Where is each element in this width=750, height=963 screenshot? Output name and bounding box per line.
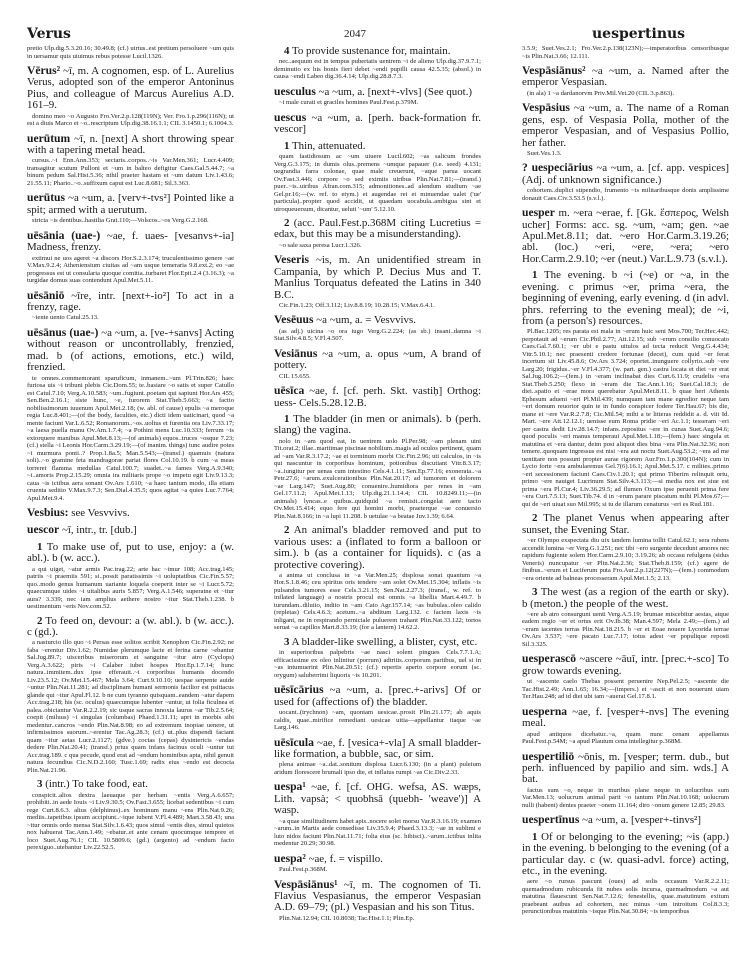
headword: Vespāsiānus² — [522, 64, 586, 77]
dictionary-entry — [522, 513, 729, 582]
headword: Vesēuus — [274, 313, 314, 327]
definition: To provide sustenance for, maintain. — [291, 45, 451, 57]
headword: Vērus² — [27, 64, 61, 77]
entry-heading — [522, 653, 729, 677]
definition: ~is, m. An unidentified stream in Campania, by which P. Decius Mus and T. Manlius Torquatus defeated the Latins in 340 B.C. — [274, 254, 481, 301]
definition: ~a ~um, a. [verv+-tvs²] Pointed like a spit; armed with a uerutum. — [27, 192, 234, 216]
citations: Paul.Fest.p.368M. — [279, 866, 328, 874]
citations: factus sum ~o, neque in muribus plane neque in uolucribus sum Var.Men.13; uolucrum animal parit ~o tantum Plin.Nat.10.168; uolucrum nulli (habent) dentes praeter ~onem 11.164; diro ~onum genere 12.85; 29.83. — [522, 786, 729, 809]
sense-number: 1 — [532, 269, 538, 282]
dictionary-entry — [27, 192, 234, 224]
headword: Veseris — [274, 253, 309, 267]
entry-heading — [522, 814, 729, 826]
sense-definition — [522, 587, 729, 610]
definition: ~ae, f. = vispillo. — [308, 852, 383, 865]
dictionary-entry — [274, 385, 481, 409]
entry-heading — [522, 706, 729, 730]
dictionary-entry — [274, 684, 481, 731]
dictionary-entry — [274, 141, 481, 213]
citations: Plin.Nat.12.94; CIL 10.8038; Tac.Hist.1.1; Plin.Ep. — [279, 914, 415, 922]
dictionary-entry — [274, 525, 481, 632]
sense-definition — [27, 542, 234, 565]
entry-heading — [274, 314, 481, 326]
dictionary-entry — [522, 832, 729, 916]
definition: ~a ~um, a. [next+-vlvs] (See quot.) — [318, 85, 473, 98]
dictionary-entry — [522, 653, 729, 700]
definition: ~ae, f. [vesica+-vla] A small bladder-like formation, a bubble, sac, or sim. — [274, 736, 481, 761]
definition: Of or belonging to the evening; ~is (app.) in the evening. b belonging to the evening (of a particular day. c (w. quasi-advl. force) acting, etc., in the evening. — [522, 830, 729, 877]
sense-definition — [274, 218, 481, 241]
citations: in superioribus palpebris ~ae nasci solent pingues Cels.7.7.1.A; efficacissime ex oleo inlinitur (porrum) adtritis..corporum partibus, uel si in ~as intumuerint Plin.Nat.20.51; (cf.) repertis aperto corpore eorum (sc. orygum) saluberrimi liquoris ~is 10.201. — [274, 649, 481, 679]
headword: Vespāsius — [522, 101, 570, 115]
dictionary-entry — [27, 524, 234, 536]
citations: ~i male curati et graciles homines Paul.Fest.p.379M. — [279, 99, 419, 107]
entry-heading — [522, 207, 729, 265]
sense-definition — [27, 616, 234, 639]
dictionary-entry — [274, 637, 481, 679]
entry-heading — [27, 507, 234, 519]
headword: uespa² — [274, 851, 306, 865]
entry-heading — [274, 254, 481, 301]
citations: ~iente uento Catul.25.13. — [32, 314, 99, 322]
citations: stricta ~is dentibus..hastilia Grat.110;—Volscos..~os Verg.G.2.168. — [32, 217, 209, 225]
definition: see Vesvvivs. — [71, 507, 130, 519]
headword: uescus — [274, 110, 307, 124]
definition: ~ascere ~āuī, intr. [prec.+-sco] To grow towards evening. — [522, 653, 729, 677]
dictionary-entry — [522, 270, 729, 508]
entry-heading — [274, 348, 481, 372]
citations: domino meo ~o Augusto Fro.Ver.2.p.128(119N); Ver. Fro.1.p.296(116N); ut est a diuis Marco et ~o..rescriptum Ulp.dig.38.16.1.1; CIL 3.1450.1; 6.1004.3. — [27, 112, 234, 128]
dictionary-entry — [522, 65, 729, 97]
definition: The bladder (in men or animals). b (perh. slang) the vagina. — [274, 413, 482, 437]
definition: ~ōnis, m. [vesper; term. dub., but perh. influenced by papilio and sim. wds.] A bat. — [522, 750, 729, 786]
dictionary-entry — [274, 86, 481, 107]
sense-definition — [522, 513, 729, 536]
page-number: 2047 — [344, 28, 366, 40]
definition: (acc. Paul.Fest.p.368M citing Lucretius = edax, but this may be a misunderstanding). — [274, 217, 481, 241]
entry-heading — [27, 133, 234, 157]
column-2 — [274, 44, 481, 927]
dictionary-entry — [274, 414, 481, 520]
definition: m. ~era ~erae, f. [Gk. ἕσπερος, Welsh ucher] Forms: acc. sg. ~um, ~am; gen. ~ae Apul.Met.8.11; dat. ~ero Hor.Carm.3.19.26; abl. (loc.) ~eri, ~ere, ~era; ~ero Hor.Carm.2.9.10; ~er (neut.) Var.L.9.73 (s.v.l.). — [522, 207, 729, 265]
headword: uespa¹ — [274, 780, 306, 794]
citations: ~a quae similitudinem habet apis..nocere solet morsu Var.R.3.16.19; examen ~arum..in Martis aede consedisse Liv.35.9.4; Phaed.3.13.3; ~ae in sublimi e luto nidos faciunt Plin.Nat.11.71; folia eius (sc. hibisci)..~arum..ictibus inlita medentur 20.29; 30.98. — [274, 817, 481, 848]
definition: ~ae, f. [cf. perh. Skt. vastiḥ] Orthog: uess- Cels.5.28.12.B. — [274, 385, 481, 409]
citations: plena animae ~a..dat..sonitum displosa Lucr.6.130; (in a plant) puleium aridum florescere brumali ipso die, et inflatus rumpi ~as Cic.Div.2.33. — [274, 761, 481, 776]
column-1 — [27, 44, 234, 857]
entry-heading — [522, 751, 729, 786]
citations: (as adj.) uicina ~o ora iugo Verg.G.2.224; (as sb.) insani..damna ~i Stat.Silv.4.8.5; V.Fl.4.507. — [274, 327, 481, 343]
running-head-left: Verus — [27, 26, 71, 42]
dictionary-sense — [27, 779, 234, 851]
headword: ? uespeciārius — [522, 161, 593, 175]
definition: ~a ~um, a. = Vesvvivs. — [316, 314, 416, 327]
definition: ~ae, f. uaes- [vesanvs+-ia] Madness, frenzy. — [27, 229, 234, 254]
entry-heading — [274, 853, 481, 865]
headword: uesper — [522, 206, 555, 220]
definition: ~īre, intr. [next+-io²] To act in a frenzy, rage. — [27, 289, 234, 313]
citations: ut ~ascente caelo Thebas possent peruenire Nep.Pel.2.5; ~ascente die Tac.Hist.2.49; Ann.1.65; 16.34;—(impers.) et ~ascit et non nouerunt uiam Ter.Hau.248; ad id diei ubi iam ~auerat Gel.17.8.1. — [522, 678, 729, 701]
entry-heading — [274, 737, 481, 761]
citations: nolo in ~am quod eat, in uentrem uolo Pl.Per.98; ~am plenam uini Tit.orat.2; illae..maritimae piscinae nobilium..magis ad oculos pertinent, quam ad ~am Var.R.3.17.2; ~ae et torminum morbi Cic.Fin.2.96; uti calculos, in ~is qui nascuntur in corporibus hominum, potionibus discutiant Vitr.8.3.17; ~a..iungitur per uenas cum intestino Cels.4.1.11; Sen.Ep.77.16; exonerata..~a Petr.27.6; ~arum..exulcerationibus Plin.Nat.20.17; ad tumorem et dolorem ~ae Larg.147; Suet.Aug.80; conuenire..humidiora per renes in ~am Gel.17.11.2; Apul.Met.1.13; Ulp.dig.21.1.14.4; CIL 10.8249.11;—(in animals) lyncas..e quibus..quidquid ~a remisit..congelat aere tacto Ov.Met.15.414; equo fere qui homini morbi, praeterque ~ae conuersio Plin.Nat.8.166; in ~a lupi 11.208. b uetulae ~a beatae Juv.1.39; 6.64. — [274, 437, 481, 520]
dictionary-entry — [274, 112, 481, 136]
dictionary-sense — [27, 542, 234, 611]
sense-number: 1 — [284, 139, 290, 152]
dictionary-entry — [274, 879, 481, 923]
sense-definition — [274, 525, 481, 571]
citations: extimui ne uos ageret ~a discors Hor.S.2.3.174; truculentissimo genere ~ae V.Max.9.2.4; Atheniensium ciuitas ad ~am usque temeraria 9.8.ext.2; eo ~ae progressus est ut consularia quoque comitia..turbaret Flor.Epit.2.4 (3.16.3); ~a turgidae domus suas contendunt Apul.Met.5.11. — [27, 254, 234, 285]
entry-heading — [27, 524, 234, 536]
dictionary-entry — [522, 587, 729, 648]
sense-number: 1 — [284, 413, 290, 425]
entry-heading — [274, 112, 481, 136]
dictionary-entry — [27, 133, 234, 188]
headword: uespertīnus — [522, 813, 580, 827]
citations: cursus..~i Enn.Ann.353; sectaris..corpos..~is Var.Men.361; Lucr.4.409; transagitur scutum Pulloni et ~um in balteo defigitur Caes.Gal.5.44.7; ~a binum pedum Sal.Hist.5.36; nihil praeter hastam et ~um datum Liv.1.43.6; 21.55.11; Phario..~o..suffixum caput est Luc.8.681; Sil.3.363. — [27, 157, 234, 187]
sense-number: 1 — [532, 830, 538, 843]
entry-heading — [522, 65, 729, 89]
citations: cohortem..duplici stipendio, frumento ~is militaribusque donis amplissime donauit Caes.Civ.3.53.5 (s.v.l.). — [522, 187, 729, 202]
headword: Vesbius: — [27, 506, 69, 519]
sense-definition — [274, 637, 481, 648]
definition: ~a ~um, a. [prec.+-arivs] Of or used for (affections of) the bladder. — [274, 684, 481, 708]
headword: uerūtus — [27, 191, 66, 205]
sense-definition — [274, 141, 481, 152]
sense-definition — [27, 779, 234, 790]
citations: ~o sale saxa peresa Lucr.1.326. — [279, 241, 362, 249]
definition: Thin, attenuated. — [291, 139, 366, 152]
citations: a nasturcio illo quo ~i Persas esse solitos scribit Xenophon Cic.Fin.2.92; ne faba ~erentur Div.1.62; Numidae plerumque lacte et ferina carne ~ebantur Sal.Jug.89.7; uisceribus miserorum et sanguine ~itur atro (Cyclops) Verg.A.3.622; piris ~i Calaber iubet hospes Hor.Ep.1.7.14; hunc natura..immitem..dux ipse efferauit..~i corporibus humanis docendo Liv.23.5.12; Ov.Met.15.467; Mela 3.64; Curt.9.10.10; uespae serpente auide ~untur Plin.Nat.11.281; ad disciplinam humani sermonis facilior est psittacus glande qui ~itur Apul.Fl.12. b ne cum tyranno quisquam..eandem ~atur dapem Acc.trag.218; his (sc. oculus) quaecumque lubenter ~untur, ut folia ficulnea et palea..obiciantur Var.R.2.2.19; sic usque sacras innoxia laurus ~ar Tib.2.5.64; coepit (miluus) ~i singulas (columbas) Phaed.1.31.11; apri in morbis sibi medentur..cancros ~endo Plin.Nat.8.98; eo ad extremum inopiae uenere, ut infirmissimos suorum..~erentur Tac.Ag.28.3; (cf.) ut..plus dispendi faciant quam ~itur aetas Lucr.2.1127; (gdve.) coctas (cepas) dysintericis ~endas dedere Plin.Nat.20.41; (transf.) prius quam infans facinus oculi ~untur tui Acc.trag.189. c qua pecude, quod erat ad ~endum hominibus apta, nihil genuit natura fecundius Cic.N.D.2.160; Tusc.1.69; radix eius ~endo est decocta Plin.Nat.21.96. — [27, 639, 234, 774]
headword: uesculus — [274, 84, 316, 98]
sense-number: 1 — [37, 540, 43, 553]
entry-heading — [274, 385, 481, 409]
headword: uēsāniō — [27, 288, 65, 302]
citations: Suet.Ves.1.3. — [527, 149, 562, 157]
entry-heading — [522, 102, 729, 149]
entry-heading — [27, 327, 234, 374]
dictionary-entry — [274, 314, 481, 342]
running-head-right: uespertinus — [592, 26, 686, 42]
dictionary-entry — [274, 737, 481, 777]
headword: uescor — [27, 523, 60, 537]
sense-definition — [522, 270, 729, 327]
citations: pretio Ulp.dig.5.3.20.16; 30.49.8; (cf.) uirtus..est pretium persoluere ~um quis in uersamur quis uiuimus rebus potesse Lucil.1326. — [27, 45, 234, 60]
dictionary-entry — [522, 162, 729, 202]
sense-number: 3 — [37, 778, 43, 791]
citations: CIL 15.655. — [279, 372, 311, 380]
entry-heading — [27, 192, 234, 216]
sense-number: 4 — [284, 45, 290, 57]
citations: Pl.Bac.1205; res parata est mala in ~erum huic seni Mos.700; Ter.Hec.442; perpotauit ad ~erum Cic.Phil.2.77; Att.12.15; sub ~erum consilio conuocato Caes.Gal.7.60.1; ~er ubi e pastu uitulos ad tecta reducit Verg.G.4.434; Vitr.5.10.1; nec praesenti credere fortunae (decet), cum quid ~er ferat incertum sit Liv.45.8.6; Ov.Ars 3.724; oportet..inunguere collyrio..sub ~ere Larg.20; frigidus..~er V.Fl.4.377; (w. part. gen.) castra locata et diei ~er erat Sal.Jug.106.2;—(fem.) in ~eram inclinabat dies Curt.6.11.9; crudelis ~era Stat.Theb.5.250; flexo in ~eram die Tac.Ann.1.16; Suet.Cal.18.3; de diei..spatio et ~erae mora querebatur Apul.Met.8.11. b quae heri Athenis Ephesum adueni ~eri Pl.Mil.439; numquam tam mane egredior neque tam ~eri domum reuortor quin te in fundo conspicer fodere Ter.Hau.67; bis die, mane et ~ere Var.R.2.7.8; Cic.Mil.54; mihi a te litteras reddidit a. d. viii Id. Mart. ~ere Att.12.12.1; uenisse eum Roma pridie ~eri Ac.1.1; tesseram ~eri per castra dedit Liv.28.14.7; infans..repositus ~ere in cunas Suet.Aug.94.6; quod poculis ~eri manus temperaui Apul.Met.1.18;—(fem.) haec singula et matutina et ~era dantur, deim post aliquot dies bina ~era Plin.Nat.32.36; non temere..quoquam ingressus est nisi ~era aut noctu Suet.Aug.53.2; ~era ad me uentitare non possunt propter aurae rigorem Aur.Fro.1.p.300(104N); cum in Lycio forte ~era ambularemus Gel.7(6).16.1; Apul.Met.5.17. c milites..primo ~eri secessionem faciunt Caes.Civ.1.20.1; qui primo Tiberim relinquit ortu, primo ~ere nauiget Lucrinum Stat.Silv.4.3.113;—si media nox est siue est prima ~era Pl.Cur.4; Liv.36.29.5; ad flumen Oxum ipse peruenit prima fere ~era Curt.7.5.13; Suet.Tib.74. d in ~erum parare piscatum mihi Pl.Mos.67;—qui de ~eri uiuat suo Mil.995; si tu de illarum cenaturus ~eri es Rud.181. — [522, 328, 729, 508]
definition: ~a ~um, a. [cf. app. vespices] (Adj. of unknown significance.) — [522, 162, 729, 186]
entry-heading — [27, 230, 234, 254]
dictionary-entry — [274, 46, 481, 81]
citations: quam fastidiosum ac ~um uiuere Lucil.602; ~as salicum frondes Verg.G.3.175; in dumis olus..premens ~umque papauer (i.e. seed) 4.131; uegrandia farra colonae, quae male creuerunt, ~aque parua uocant Ov.Fast.3.446; corpore ~o sed eximiis uiribus Plin.Nat.7.81;—(transf.) puer..~is..uiribus Afran.com.315; admonitiones..ad alendum studium ~ae Gel.pr.16;—(w. ref. to etym.) et augendae rei et minuendae ualet ('ue' particula)..propter quod accidit, ut quaedam uocabula..ambigua sint et utroqueuersum, dicantur, ueluti '~um' 5.12.10. — [274, 153, 481, 213]
definition: (intr.) To take food, eat. — [45, 778, 148, 791]
dictionary-entry — [274, 781, 481, 847]
dictionary-entry — [522, 751, 729, 810]
sense-number: 3 — [284, 635, 290, 648]
headword: Vesiānus — [274, 346, 318, 360]
citations: uocant..(trychnon) ~am, quoniam uesicae..prosit Plin.21.177; ab aquis caldis, quae..mirifice remediant uesicae uitia—appellantur itaque ~ae Larg.146. — [274, 709, 481, 732]
definition: ~ī, intr., tr. [dub.] — [61, 524, 137, 537]
dictionary-entry — [27, 230, 234, 285]
dictionary-sense — [27, 616, 234, 775]
dictionary-entry — [522, 207, 729, 265]
dictionary-entry — [27, 290, 234, 322]
dictionary-entry — [274, 254, 481, 309]
citations: a qui uiget, ~atur armis Pac.trag.22; arte hac ~imur 108; Acc.trag.145; patriis ~i praemiis 591; si..possit paratissimis ~i uoluptatibus Cic.Fin.5.57; quo..modo genus humanum uariante loquela coeperit inter se ~i Lucr.5.72; quaecumque uides ~i uitalibus auris 5.857; Verg.A.1.546; superatne et ~itur aura? 3.339; nec iam amplius aethere nostro ~itur Stat.Theb.1.238. b uestimentum ~eris Nov.com.52. — [27, 565, 234, 611]
definition: ~ī, m. The cognomen of Ti. Flavius Vespasianus, the emperor Vespasian A.D. 69–79; (pl.) Vespasian and his son Titus. — [274, 878, 481, 914]
citations: apud antiquos dicebatur..~a, quam nunc cenam appellamus Paul.Fest.p.54M; ~a apud Plautum cena intellegitur p.368M. — [522, 730, 729, 746]
definition: To feed on, devour: a (w. abl.). b (w. acc.). c (gd.). — [27, 614, 235, 639]
citations: ~er Olympo exspectata diu uix tandem lumina tollit Catul.62.1; sera rubens accendit lumina ~er Verg.G.1.251; nec tibi ~ero surgente decedunt amores nec rapidum fugiente solem Hor.Carm.2.9.10; 3.19.26; ab occasu refulgens (sidus Veneris) nuncupatur ~er Plin.Nat.2.36; Stat.Theb.8.159; (cf.) agere de finibus..~erum et Luciferum puta Fro.Aur.2.p.12(227N);—(fem.) commodum ~era oriente ad balneas processeram Apul.Met.1.5; 2.13. — [522, 537, 729, 582]
entry-heading — [27, 65, 234, 112]
sense-number: 2 — [284, 217, 290, 230]
citations: te omnes..commemorant sparuficum, inmanem..~um Pl.Trin.826; haec furiosa uis ~i tribuni plebis Cic.Dom.55; te..basiare ~o satis et super Catullo est Catul.7.10; Verg.A.10.583; ~um..fugiunt..poetam qui sapiunt Hor.Ars 455; Sen.Ben.2.16.1; siste hunc, ~e, furorem Stat.Theb.5.663; ~a factio nobilissimorum iuuenum Apul.Met.2.18; (w. abl. of cause) epulis ~a meroque regia Luc.8.401;—(of the body, faculties, etc.) dicti idem uaticinari, quod ~a mente faciunt Var.L.6.52; Romanorum..~os..uoltus et furentia ora Liv.7.33.17; ~a laesa puella manu Ov.Am.1.7.4; ~a Pothini mens Luc.10.333; ferrum ~is extorquere manibus Apul.Met.8.13;—(of animals) equos..truces ~osque 7.23; (cf.) stella ~i Leonis Hor.Carm.3.29.19;—(of inanim. things) tunc audire potes ~i murmura ponti..? Prop.1.8a.5; Man.5.543;—(transf.) quamuis (natura soli)..~o gramine feta mandragorae pariat flores Col.10.19. b cum ~a meas torreret flamma medullas Catul.100.7; suadet..~a fames Verg.A.9.340; ~i..amoris Prop.2.15.29; omnia ira militaris prope ~o impetu egit Liv.9.13.3; caua ~is ictibus aera sonant Ov.Ars 1.610; ~a haec tantum modo, illa etiam cruenta seditio V.Max.9.7.3; Sen.Dial.4.35.5; quos agitat ~a quies Luc.7.764; Apul.Met.9.4. — [27, 374, 235, 502]
dictionary-entry — [27, 507, 234, 519]
definition: ~ae, f. [vesper+-nvs] The evening meal. — [522, 705, 729, 730]
definition: ~a ~um, a. The name of a Roman gens, esp. of Vespasia Polla, mother of the emperor Vespasian, and of Vespasius Pollio, her father. — [522, 102, 729, 149]
dictionary-entry — [27, 327, 234, 502]
definition: ~a ~um, a. [perh. back-formation fr. vescor] — [274, 111, 481, 136]
headword: uēsānia (uae-) — [27, 228, 101, 242]
definition: An animal's bladder removed and put to various uses: a (inflated to form a balloon or sim.). b (as a container for liquids). c (as a protective covering). — [274, 524, 481, 571]
sense-definition — [274, 46, 481, 57]
citations: aere ~o rursus pascunt (oues) ad solis occasum Var.R.2.2.11; quemadmodum rubicunda fit nubes solis incursa, quemadmodum ~a aut matutina flauescunt Sen.Nat.7.12.6; fenestellis, quae..matutinum exitum praebeant auibus ad cohortem, nec minus ~um introitum Col.8.3.3; perunctionibus matutinis ~isque Plin.Nat.30.84; ~is temporibus — [522, 878, 729, 916]
sense-number: 2 — [284, 524, 290, 537]
headword: uēsīcula — [274, 735, 314, 749]
sense-number: 2 — [532, 512, 538, 525]
definition: ~a ~um, a. opus ~um, A brand of pottery. — [274, 347, 481, 372]
headword: uēsīcārius — [274, 683, 324, 697]
dictionary-entry — [274, 218, 481, 249]
definition: To make use of, put to use, enjoy: a (w. abl.). b (w. acc.). — [27, 540, 234, 565]
citations: (in ala) 1 ~a dardanorvm Priv.Mil.Vet.20 (CIL 3.p.863). — [527, 89, 675, 97]
entry-heading — [274, 879, 481, 914]
citations: ~ere ab atro consurgunt uenti Verg.A.5.19; brumae miscebitur aestas, atque eadem regio ~er et ortus erit Ov.Ib.38; Man.4.597; Mela 2.49;—(fem.) ad ~eram iacentes terras Plin.Nat.18.215. b ~er et Eoae nouere Lycoridа terrae Ov.Ars 3.537; ~ere pacato Luc.7.17; totus adest ~er populique reposti Sil.3.325. — [522, 610, 729, 648]
headword: uēsīca — [274, 384, 305, 398]
sense-number: 2 — [37, 614, 43, 627]
entry-heading — [274, 684, 481, 708]
citations: Cic.Fin.1.23; Off.3.112; Liv.8.8.19; 10.28.15; V.Max.6.4.1. — [279, 301, 435, 309]
entry-heading — [274, 781, 481, 816]
sense-definition — [274, 414, 481, 437]
definition: ~a ~um, a. [ve-+sanvs] Acting without reason or uncontrollably, frenzied, mad. b (of actions, emotions, etc.) wild, frenzied. — [27, 326, 235, 374]
dictionary-entry — [522, 45, 729, 60]
citations: 3.5.9; Suet.Ves.2.1; Fro.Ver.2.p.138(123N);—imperatoribus censoribusque ~is Plin.Nat.3.66; 12.111. — [522, 45, 729, 60]
definition: ~a ~um, a. [vesper+-tinvs²] — [582, 814, 701, 827]
headword: uerūtum — [27, 131, 71, 145]
definition: The west (as a region of the earth or sky). b (meton.) the people of the west. — [522, 586, 730, 610]
headword: Vespāsiānus¹ — [274, 877, 338, 891]
definition: The evening. b ~i (~e) or ~a, in the evening. c primus ~er, prima ~era, the beginning of evening, early evening. d (in advl. phrs. referring to the evening meal); de ~i, from (a person's) resources. — [522, 269, 729, 327]
dictionary-entry — [522, 814, 729, 826]
definition: ~a ~um, a. Named after the emperor Vespasian. — [522, 65, 729, 89]
dictionary-entry — [274, 348, 481, 380]
entry-heading — [274, 86, 481, 98]
dictionary-entry — [274, 853, 481, 874]
definition: ~ī, n. [next] A short throwing spear with a tapering metal head. — [27, 132, 234, 157]
dictionary-entry — [27, 45, 234, 60]
definition: The planet Venus when appearing after sunset, the Evening Star. — [522, 512, 729, 536]
citations: conspicit..alios dextra laeuaque per herbam ~entis Verg.A.6.657; prohibiti..in aede Iouis ~i Liv.9.30.5; Ov.Fast.3.655; licebat sedentibus ~i cum rege Curt.8.6.3. alius (delphinus)..ex hominum manu ~ens Plin.Nat.9.26; mediis..tapetibus ipsum accipiunt..~ique iubent V.Fl.4.489; Mart.3.58.43; una ~itur omnis ordo mensa Stat.Silv.1.6.43; quos simul ~entis dies, simul quietos nox habuerat Tac.Ann.1.49; ~ebatur..et ante cenam quocumque tempore et loco Suet.Aug.76.1; CIL 10.5809.6; (gd.) (argento) ad ~endum facto perexiguo..utebantur Liv.22.52.5. — [27, 791, 234, 852]
citations: a anima ut conclusa in ~a Var.Men.25; displosa sonat quantum ~a Hor.S.1.8.46; ceu spiritus oris tendere ~am solet Ov.Met.15.304; inflatis ~is pulsandos tumores esse Cels.3.21.15; Sen.Nat.2.27.3; (transf., w. ref. to inflated language) a nostris procul est omnis ~a libellis Mart.4.49.7. b turundam..diluito, indito in ~am Cato Agr.157.14; ~as bubulas..oleo calido (repletas) Cels.4.6.3; acetum..~a abditum Larg.132. c faciem laxis ~is inligant, ne in respirando perniciale puluerem trahant Plin.Nat.33.122; tortos seruat ~a capillos Mart.8.33.19; (for a lantern) 14.62.2. — [274, 571, 481, 632]
entry-heading — [27, 290, 234, 314]
entry-heading — [522, 162, 729, 186]
headword: uēsānus (uae-) — [27, 325, 99, 339]
dictionary-entry — [27, 65, 234, 128]
sense-definition — [522, 832, 729, 878]
citations: nec..aequum est in tempus pubertatis uentrem ~i de alieno Ulp.dig.37.9.7.1; deminutio ex his bonis fieri debet ~endi pupilli causa 42.5.35; (absol.) in causa ~endi Labeo dig.36.4.14; Ulp.dig.28.8.7.3. — [274, 58, 481, 81]
dictionary-entry — [522, 102, 729, 157]
sense-number: 3 — [532, 586, 538, 599]
headword: uespertiliō — [522, 749, 575, 763]
dictionary-entry — [522, 706, 729, 746]
definition: A bladder-like swelling, a blister, cyst, etc. — [291, 635, 478, 648]
column-3 — [522, 44, 729, 921]
definition: ~ae, f. [cf. OHG. wefsa, AS. wæps, Lith. vapsà; < ɥuobhsā (ɥuebh- 'weave')] A wasp. — [274, 781, 481, 817]
definition: ~ī, m. A cognomen, esp. of L. Aurelius Verus, adopted son of the emperor Antoninus Pius, and colleague of Marcus Aurelius A.D. 161–9. — [27, 65, 234, 112]
headword: uesperna — [522, 704, 568, 718]
headword: uesperascō — [522, 652, 577, 666]
